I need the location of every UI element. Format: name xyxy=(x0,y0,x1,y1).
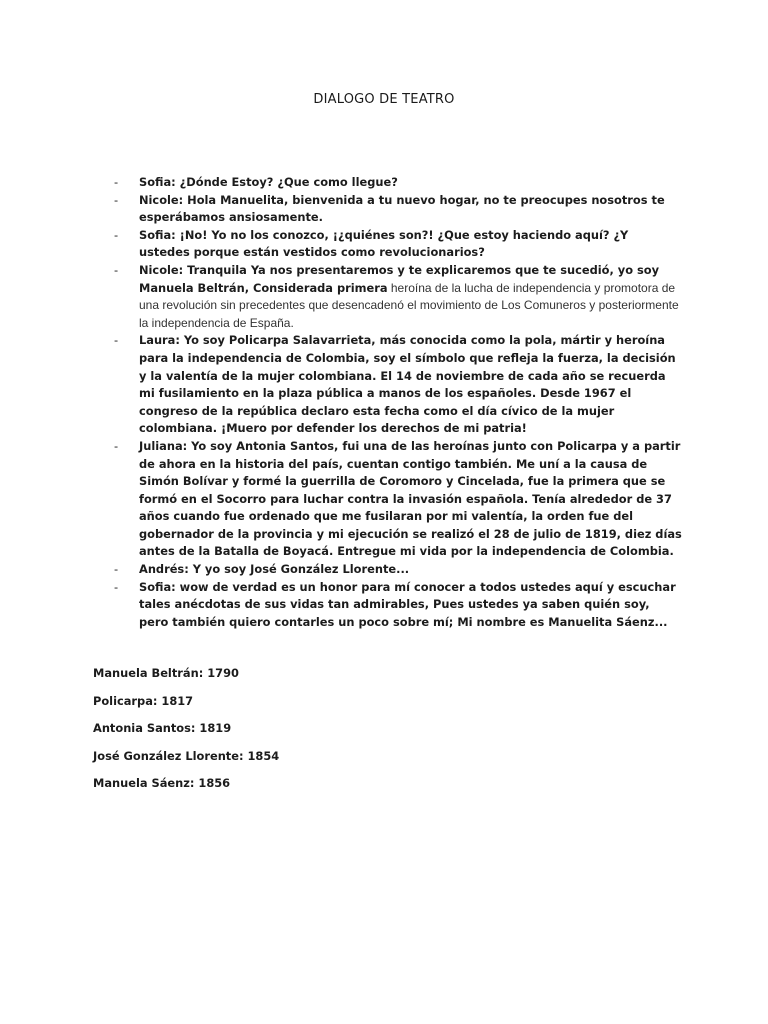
dialogue-line xyxy=(112,332,682,438)
dialogue-text: Laura: Yo soy Policarpa Salavarrieta, más conocida como la pola, mártir y heroína para la independencia de Colombia, soy el símbolo que refleja la fuerza, la decisión y la valentía de la mujer colombiana. El 14 de noviembre de cada año se recuerda mi fusilamiento en la plaza pública a manos de los españoles. Desde 1967 el congreso de la república declaro esta fecha como el día cívico de la mujer colombiana. ¡Muero por defender los derechos de mi patria! xyxy=(139,333,676,436)
dialogue-text: Nicole: Hola Manuelita, bienvenida a tu nuevo hogar, no te preocupes nosotros te esperábamos ansiosamente. xyxy=(139,192,665,225)
dialogue-line xyxy=(112,561,682,579)
dialogue-line xyxy=(112,579,682,632)
dialogue-line xyxy=(112,227,682,262)
dialogue-text-continued: heroína de la lucha de independencia y promotora de una revolución sin precedentes que desencadenó el movimiento de Los Comuneros y posteriormente la independencia de España. xyxy=(139,280,679,330)
dialogue-line xyxy=(112,438,682,561)
dialogue-text: Andrés: Y yo soy José González Llorente... xyxy=(139,562,410,577)
document-title: DIALOGO DE TEATRO xyxy=(313,92,455,107)
list-dash: - xyxy=(114,192,119,207)
dialogue-text: Sofia: ¿Dónde Estoy? ¿Que como llegue? xyxy=(139,175,398,189)
list-dash: - xyxy=(114,333,119,348)
dialogue-text: Nicole: Tranquila Ya nos presentaremos y te explicaremos que te sucedió, yo soy Manuela Beltrán, Considerada primera xyxy=(139,262,660,295)
dialogue-text: Juliana: Yo soy Antonia Santos, fui una de las heroínas junto con Policarpa y a partir de ahora en la historia del país, cuentan contigo también. Me uní a la causa de Simón Bolívar y formé la guerrilla de Coromoro y Cincelada, fue la primera que se formó en el Socorro para luchar contra la invasión española. Tenía alrededor de 37 años cuando fue ordenado que me fusilaran por mi valentía, la orden fue del gobernador de la provincia y mi ejecución se realizó el 28 de julio de 1819, diez días antes de la Batalla de Boyacá. Entregue mi vida por la independencia de Colombia. xyxy=(139,438,682,559)
year-entry: Policarpa: 1817 xyxy=(93,693,194,708)
list-dash: - xyxy=(114,579,119,594)
list-dash: - xyxy=(114,175,119,189)
year-entry: Antonia Santos: 1819 xyxy=(93,721,232,735)
dialogue-line xyxy=(112,174,682,192)
dialogue-list xyxy=(112,174,682,631)
list-dash: - xyxy=(114,562,119,577)
years-list xyxy=(93,666,279,804)
year-entry: Manuela Beltrán: 1790 xyxy=(93,666,239,680)
year-entry: Manuela Sáenz: 1856 xyxy=(93,776,231,790)
year-entry: José González Llorente: 1854 xyxy=(93,748,280,763)
list-dash: - xyxy=(114,262,119,277)
dialogue-line xyxy=(112,192,682,227)
dialogue-text: Sofia: ¡No! Yo no los conozco, ¡¿quiénes son?! ¿Que estoy haciendo aquí? ¿Y ustedes porque están vestidos como revolucionarios? xyxy=(139,227,629,260)
dialogue-line xyxy=(112,262,682,332)
dialogue-text: Sofia: wow de verdad es un honor para mí conocer a todos ustedes aquí y escuchar tales anécdotas de sus vidas tan admirables, Pues ustedes ya saben quién soy, pero también quiero contarles un poco sobre mí; Mi nombre es Manuelita Sáenz... xyxy=(139,579,676,629)
list-dash: - xyxy=(114,438,119,453)
list-dash: - xyxy=(114,227,119,242)
